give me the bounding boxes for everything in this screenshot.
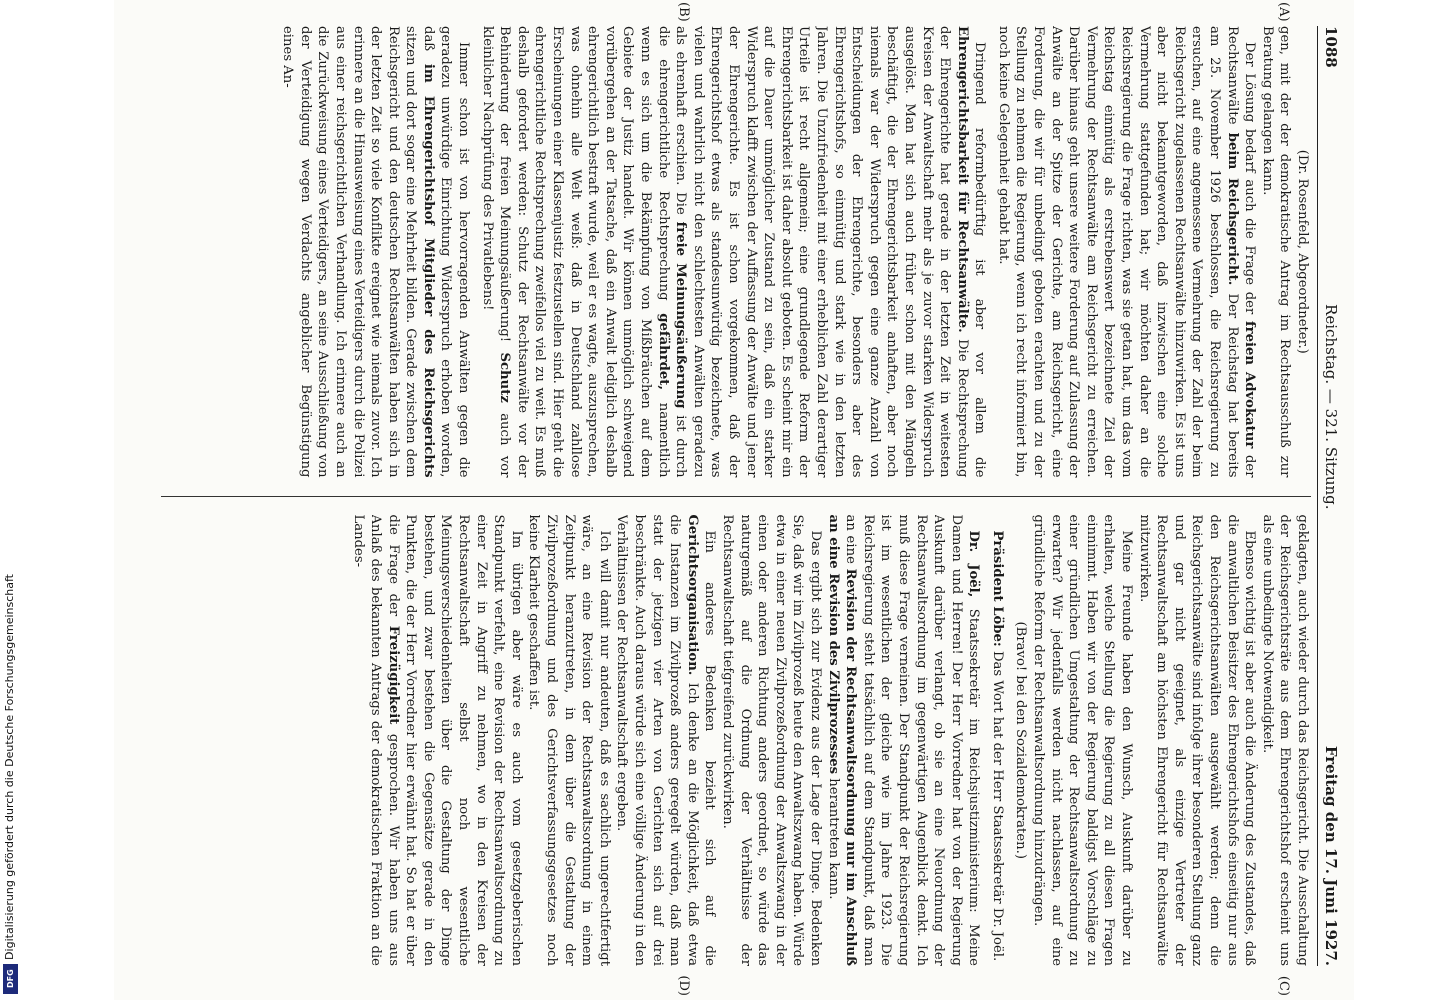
session-title: Reichstag. — 321. Sitzung. — [1322, 304, 1340, 510]
paragraph: gen, mit der der demokratische Antrag im Rechtsausschuß zur Beratung gelangen kann. — [1259, 26, 1293, 478]
digitization-credit: Digitalisierung gefördert durch die Deutsche Forschungsgemeinschaft — [3, 574, 16, 960]
paragraph: Dringend reformbedürftig ist aber vor allem die Ehrengerichtsbarkeit für Rechtsanwälte. Die Rechtsprechung der Ehrengerichte hat gerade in der letzten Zeit in weitesten Kreisen der Anwaltschaft mehr als je zuvor starken Widerspruch ausgelöst. Man hat sich auch früher schon mit den Mängeln beschäftigt, die der Ehrengerichtsbarkeit anhaften, aber noch niemals war der Widerspruch gegen eine ganze Anzahl von Entscheidungen der Ehrengerichte, besonders aber des Ehrengerichtshofs, so einmütig und stark wie in den letzten Jahren. Die Unzufriedenheit mit einer erheblichen Zahl derartiger Urteile ist recht allgemein; eine grundlegende Reform der Ehrengerichtsbarkeit ist daher absolut geboten. Es scheint mir ein auf die Dauer unmöglicher Zustand zu sein, daß ein starker Widerspruch klafft zwischen der Auffassung der Anwälte und jener der Ehrengerichte. Es ist schon vorgekommen, daß der Ehrengerichtshof etwas als standesunwürdig bezeichnete, was vielen und wahrlich nicht den schlechtesten Anwälten geradezu als ehrenhaft erschien. Die freie Meinungsäußerung ist durch die ehrengerichtliche Rechtsprechung gefährdet, namentlich wenn es sich um die Bekämpfung von Mißbräuchen auf dem Gebiete der Justiz handelt. Wir können unmöglich schweigend vorübergehen an der Tatsache, daß ein Anwalt lediglich deshalb ehrengerichtlich bestraft wurde, weil er es wagte, auszusprechen, was ohnehin alle Welt weiß: daß in Deutschland zahllose Erscheinungen einer Klassenjustiz festzustellen sind. Hier geht die ehrengerichtliche Rechtsprechung zweifellos viel zu weit. Es muß deshalb gefordert werden: Schutz der Rechtsanwälte vor der Behinderung der freien Meinungsäußerung! Schutz auch vor kleinlicher Nachprüfung des Privatlebens! — [479, 26, 988, 478]
paragraph: Ein anderes Bedenken bezieht sich auf die Gerichtsorganisation. Ich denke an die Möglichkeit, daß etwa die Instanzen im Zivilprozeß anders geregelt würden, daß man statt der jetzigen vier Arten von Gerichten sich auf drei beschränkte. Auch daraus würde sich eine völlige Änderung in den Verhältnissen der Rechtsanwaltschaft ergeben. — [614, 514, 718, 966]
page-number: 1088 — [1322, 26, 1340, 68]
paragraph: Das ergibt sich zur Evidenz aus der Lage der Dinge. Bedenken Sie, daß wir im Zivilprozeß heute den Anwaltszwang haben. Würde etwa in einer neuen Zivilprozeßordnung der Anwaltszwang in der einen oder anderen Richtung anders geordnet, so würde das naturgemäß auf die Ordnung der Verhältnisse der Rechtsanwaltschaft tiefgreifend zurückwirken. — [720, 514, 823, 966]
paragraph: Der Lösung bedarf auch die Frage der freien Advokatur der Rechtsanwälte beim Reichsgericht. Der Reichstag hat bereits am 25. November 1926 beschlossen, die Reichsregierung zu ersuchen, auf eine angemessene Vermehrung der Zahl der beim Reichsgericht zugelassenen Rechtsanwälte hinzuwirken. Es ist uns aber nicht bekanntgeworden, daß inzwischen eine solche Vermehrung stattgefunden hat; wir möchten daher an die Reichsregierung die Frage richten, was sie getan hat, um das vom Reichstag einmütig als erstrebenswert bezeichnete Ziel der Vermehrung der Rechtsanwälte am Reichsgericht zu erreichen. Darüber hinaus geht unsere weitere Forderung auf Zulassung der Anwälte an der Spitze der Gerichte, am Reichsgericht, eine Forderung, die wir für unbedingt geboten erachten und zu der Stellung zu nehmen die Regierung, wenn ich recht informiert bin, noch keine Gelegenheit gehabt hat. — [995, 26, 1258, 478]
margin-mark-b: (B) — [676, 2, 691, 22]
paragraph: geklagten, auch wieder durch das Reichsgericht. Die Ausschaltung der Reichsgerichtsräte aus dem Ehrengerichtshof erscheint uns als eine unbedingte Notwendigkeit. — [1259, 514, 1310, 966]
paragraph: Dr. Joël, Staatssekretär im Reichsjustizministerium: Meine Damen und Herren! Der Herr Vorredner hat von der Regierung Auskunft darüber verlangt, ob sie an eine Neuordnung der Rechtsanwaltsordnung im gegenwärtigen Augenblick denkt. Ich muß diese Frage verneinen. Der Standpunkt der Reichsregierung ist im wesentlichen der gleiche wie im Jahre 1923. Die Reichsregierung steht tatsächlich auf dem Standpunkt, daß man an eine Revision der Rechtsanwaltsordnung nur im Anschluß an eine Revision des Zivilprozesses herantreten kann. — [825, 514, 982, 966]
paragraph: Im übrigen aber wäre es auch vom gesetzgeberischen Standpunkt verfehlt, eine Revision der Rechtsanwaltsordnung zu einer Zeit in Angriff zu nehmen, wo in den Kreisen der Rechtsanwaltschaft selbst noch wesentliche Meinungsverschiedenheiten über die Gestaltung der Dinge bestehen, und zwar bestehen die Gegensätze gerade in den Punkten, die der Herr Vorredner hier erwähnt hat. So hat er über die Frage der Freizügigkeit gesprochen. Wir haben uns aus Anlaß des bekannten Antrags der demokratischen Fraktion an die Landes- — [350, 514, 524, 966]
speaker-note: (Dr. Rosenfeld, Abgeordneter.) — [1295, 149, 1310, 354]
digitization-credit-strip — [0, 0, 22, 1000]
scanned-page — [114, 0, 1354, 1000]
paragraph: Immer schon ist von hervorragenden Anwälten gegen die geradezu unwürdige Einrichtung Widerspruch erhoben worden, daß im Ehrengerichtshof Mitglieder des Reichsgerichts sitzen und dort sogar eine Mehrheit bilden. Gerade zwischen dem Reichsgericht und den deutschen Rechtsanwälten haben sich in der letzten Zeit so viele Konflikte ereignet wie niemals zuvor. Ich erinnere an die Hinausweisung eines Verteidigers durch die Polizei aus einer reichsgerichtlichen Verhandlung. Ich erinnere auch an die Zurückweisung eines Verteidigers, an seine Ausschließung von der Verteidigung wegen Verdachts angeblicher Begünstigung eines An- — [280, 26, 472, 478]
margin-mark-d: (D) — [676, 975, 691, 996]
column-divider — [161, 496, 1311, 497]
applause-note: (Bravo! bei den Sozialdemokraten.) — [1013, 621, 1029, 859]
left-column — [161, 26, 1311, 478]
paragraph: Ich will damit nur andeuten, daß es sachlich ungerechtfertigt wäre, an eine Revision der Rechtsanwaltsordnung in einem Zeitpunkt heranzutreten, in dem über die Gestaltung der Zivilprozeßordnung und des Gerichtsverfassungsgesetzes noch keine Klarheit geschaffen ist. — [526, 514, 612, 966]
page-header — [1317, 26, 1340, 966]
margin-mark-c: (C) — [1276, 975, 1291, 996]
paragraph: Ebenso wichtig ist aber auch die Änderung des Zustandes, daß die anwaltlichen Beisitzer des Ehrengerichtshofs einseitig nur aus den Reichsgerichtsanwälten ausgewählt werden; denn die Reichsgerichtsanwälte sind infolge ihrer besonderen Stellung ganz und gar nicht geeignet, als einzige Vertreter der Rechtsanwaltschaft am höchsten Ehrengericht für Rechtsanwälte mitzuwirken. — [1136, 514, 1258, 966]
margin-mark-a: (A) — [1276, 2, 1291, 22]
paragraph: Meine Freunde haben den Wunsch, Auskunft darüber zu erhalten, welche Stellung die Regierung zu all diesen Fragen einnimmt. Haben wir von der Regierung baldigst Vorschläge zu einer gründlichen Umgestaltung der Rechtsanwaltsordnung zu erwarten? Wir jedenfalls werden nicht nachlassen, auf eine gründliche Reform der Rechtsanwaltsordnung hinzudrängen. — [1031, 514, 1135, 966]
text-columns — [161, 2, 1311, 996]
dfg-logo: DFG — [3, 964, 18, 994]
session-date: Freitag den 17. Juni 1927. — [1322, 745, 1340, 966]
paragraph: Präsident Löbe: Das Wort hat der Herr Staatssekretär Dr. Joël. — [989, 530, 1005, 962]
right-column — [161, 515, 1311, 967]
